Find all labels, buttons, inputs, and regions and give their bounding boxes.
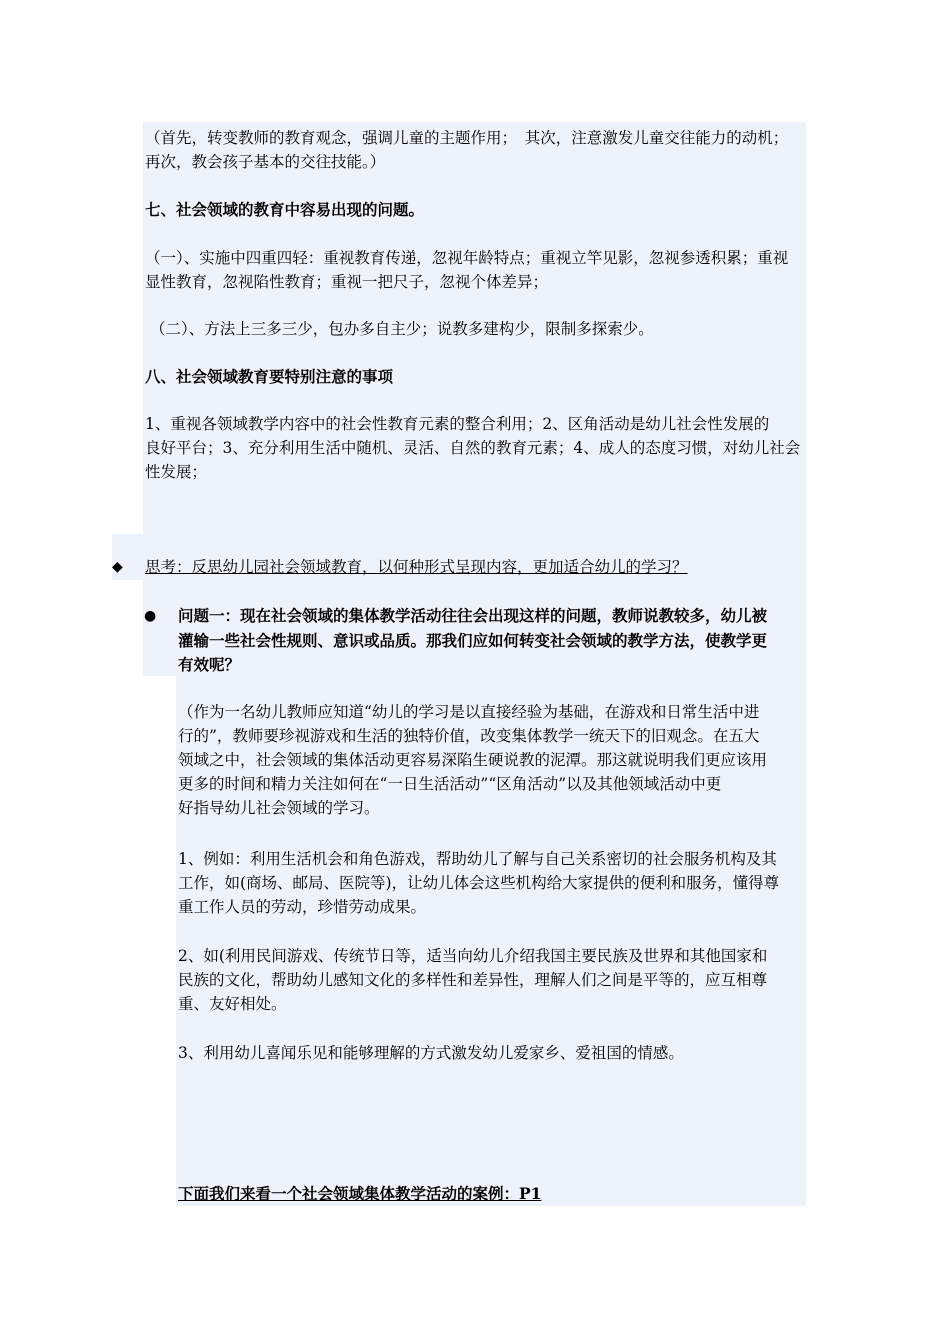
answer-line-3: 领域之中，社会领域的集体活动更容易深陷生硬说教的泥潭。那这就说明我们更应该用 [178,751,768,769]
section8-line-3: 性发展； [145,463,208,481]
section7-p1-line-2: 显性教育，忽视陷性教育；重视一把尺子，忽视个体差异； [145,273,549,291]
think-text: 思考：反思幼儿园社会领域教育，以何种形式呈现内容，更加适合幼儿的学习？ [145,558,688,576]
question-line-3: 有效呢？ [178,655,241,674]
section7-p1-line-1: （一）、实施中四重四轻：重视教育传递，忽视年龄特点；重视立竿见影，忽视参透积累；重视 [145,249,789,267]
intro-line-1: （首先，转变教师的教育观念，强调儿童的主题作用； 其次，注意激发儿童交往能力的动机； [145,129,789,147]
example2-line-2: 民族的文化，帮助幼儿感知文化的多样性和差异性，理解人们之间是平等的，应互相尊 [178,971,768,989]
section7-heading: 七、社会领域的教育中容易出现的问题。 [145,200,425,219]
answer-line-4: 更多的时间和精力关注如何在“一日生活活动”“区角活动”以及其他领域活动中更 [178,775,722,793]
intro-line-2: 再次，教会孩子基本的交往技能。） [145,153,386,171]
question-line-2: 灌输一些社会性规则、意识或品质。那我们应如何转变社会领域的教学方法，使教学更 [178,631,768,650]
example1-line-3: 重工作人员的劳动，珍惜劳动成果。 [178,898,427,916]
section8-line-1: 1、重视各领域教学内容中的社会性教育元素的整合利用；2、区角活动是幼儿社会性发展的 [145,415,770,433]
example1-line-2: 工作，如(商场、邮局、医院等)，让幼儿体会这些机构给大家提供的便利和服务，懂得尊 [178,874,780,892]
answer-line-1: （作为一名幼儿教师应知道“幼儿的学习是以直接经验为基础，在游戏和日常生活中进 [178,703,760,721]
question-line-1: 问题一：现在社会领域的集体教学活动往往会出现这样的问题，教师说教较多，幼儿被 [178,606,768,625]
example3-line: 3、利用幼儿喜闻乐见和能够理解的方式激发幼儿爱家乡、爱祖国的情感。 [178,1044,684,1062]
example2-line-3: 重、友好相处。 [178,995,287,1013]
section8-heading: 八、社会领域教育要特别注意的事项 [145,367,394,386]
answer-line-5: 好指导幼儿社会领域的学习。 [178,799,380,817]
example1-line-1: 1、例如：利用生活机会和角色游戏，帮助幼儿了解与自己关系密切的社会服务机构及其 [178,850,777,868]
shade-block-question [143,580,806,676]
case-link[interactable]: 下面我们来看一个社会领域集体教学活动的案例：P1 [178,1184,542,1203]
question-bullet: ● [144,608,157,624]
think-bullet: ◆ [112,559,123,575]
section7-p2: （二）、方法上三多三少，包办多自主少；说教多建构少，限制多探索少。 [150,320,654,338]
example2-line-1: 2、如(利用民间游戏、传统节日等，适当向幼儿介绍我国主要民族及世界和其他国家和 [178,947,768,965]
answer-line-2: 行的”，教师要珍视游戏和生活的独特价值，改变集体教学一统天下的旧观念。在五大 [178,727,760,745]
section8-line-2: 良好平台；3、充分利用生活中随机、灵活、自然的教育元素；4、成人的态度习惯，对幼儿社会 [145,439,801,457]
